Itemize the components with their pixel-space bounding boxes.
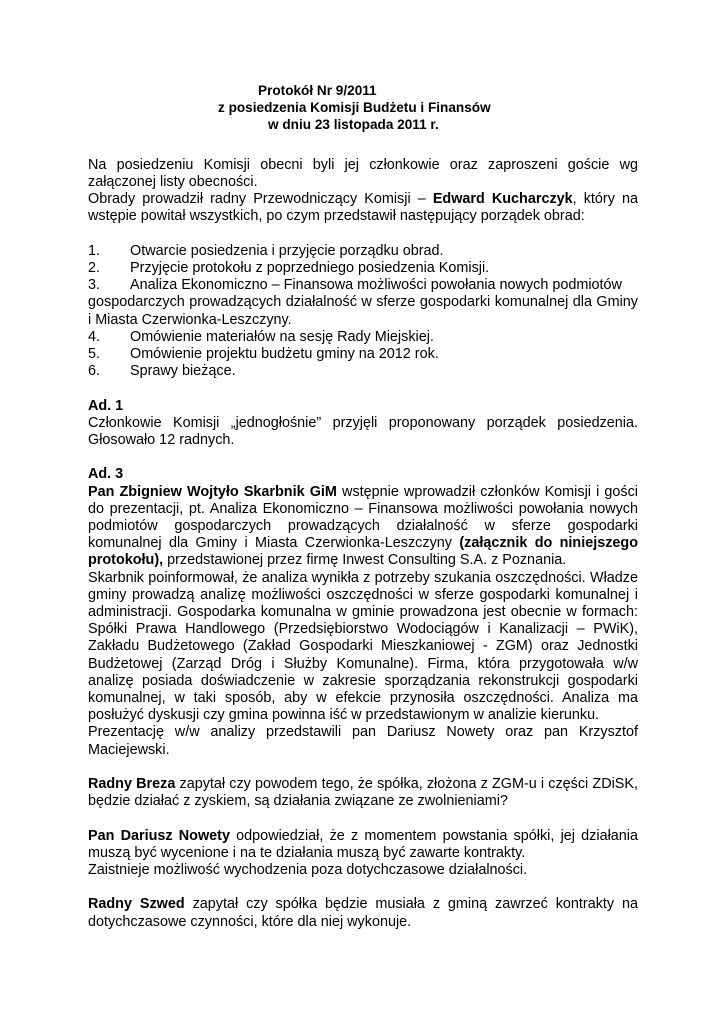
speaker-name: Pan Zbigniew Wojtyło Skarbnik GiM <box>88 483 337 500</box>
attachment-note: (załącznik do niniejszego protokołu), <box>88 535 639 569</box>
ad3-treasurer-info: Skarbnik poinformował, że analiza wynikła z potrzeby szukania oszczędności. Władze gminy prowadzą analizę możliwości oszczędności w sferze gospodarki komunalnej i administracji. Gospodarka komunalna w gminie prowadzona jest obecnie w formach: Spółki Prawa Handlowego (Przedsiębiorstwo Wodociągów i Kanalizacji – PWiK), Zakładu Budżetowego (Zakład Gospodarki Mieszkaniowej - ZGM) oraz Jednostki Budżetowej (Zarząd Dróg i Służby Komunalne). Firma, która przygotowała w/w analizę posiada doświadczenie w zakresie sporządzania rekonstrukcji gospodarki komunalnej, w taki sposób, aby w efekcie przynosiła oszczędności. Analiza ma posłużyć dyskusji czy gmina powinna iść w przedstawionym w analizie kierunku. <box>88 569 638 724</box>
document-page <box>88 82 638 931</box>
agenda-item-continuation: gospodarczych prowadzących działalność w sferze gospodarki komunalnej dla Gminy i Miasta Czerwionka-Leszczyny. <box>88 294 638 328</box>
agenda-item: 6. Sprawy bieżące. <box>88 363 236 380</box>
document-header <box>88 82 638 134</box>
agenda-list <box>88 243 638 381</box>
ad3-heading: Ad. 3 <box>88 466 124 483</box>
agenda-item: 2. Przyjęcie protokołu z poprzedniego posiedzenia Komisji. <box>88 260 490 276</box>
discussion-answer-extra: Zaistnieje możliwość wychodzenia poza dotychczasowe działalności. <box>88 862 528 879</box>
agenda-item: 5. Omówienie projektu budżetu gminy na 2012 rok. <box>88 346 439 363</box>
discussion-question: Radny Szwed zapytał czy spółka będzie musiała z gminą zawrzeć kontrakty na dotychczasowe czynności, które dla niej wykonuje. <box>88 896 638 930</box>
ad1-heading: Ad. 1 <box>88 397 124 414</box>
discussion-answer: Pan Dariusz Nowety odpowiedział, że z momentem powstania spółki, jej działania muszą być wycenione i na te działania muszą być zawarte kontrakty. <box>88 827 638 861</box>
ad3-presenters: Prezentację w/w analizy przedstawili pan Dariusz Nowety oraz pan Krzysztof Maciejewski. <box>88 724 638 758</box>
protocol-title: Protokół Nr 9/2011 <box>258 83 377 98</box>
intro-attendance: Na posiedzeniu Komisji obecni byli jej członkowie oraz zaproszeni goście wg załączonej listy obecności. <box>88 156 638 190</box>
ad3-intro: Pan Zbigniew Wojtyło Skarbnik GiM wstępnie wprowadził członków Komisji i gości do prezentacji, pt. Analiza Ekonomiczno – Finansowa możliwości powołania nowych podmiotów gospodarczych prowadzących działalność w sferze gospodarki komunalnej dla Gminy i Miasta Czerwionka-Leszczyny (załącznik do niniejszego protokołu), przedstawionej przez firmę Inwest Consulting S.A. z Poznania. <box>88 483 639 569</box>
protocol-subtitle: z posiedzenia Komisji Budżetu i Finansów <box>218 100 491 116</box>
agenda-item: 4. Omówienie materiałów na sesję Rady Miejskiej. <box>88 328 434 345</box>
intro-chair: Obrady prowadził radny Przewodniczący Komisji – Edward Kucharczyk, który na wstępie powitał wszystkich, po czym przedstawił następujący porządek obrad: <box>88 191 639 225</box>
agenda-item: 3. Analiza Ekonomiczno – Finansowa możliwości powołania nowych podmiotów <box>88 277 622 294</box>
speaker-name: Radny Szwed <box>88 896 185 913</box>
chair-name: Edward Kucharczyk <box>432 191 573 208</box>
ad1-text: Członkowie Komisji „jednogłośnie” przyjęli proponowany porządek posiedzenia. Głosowało 12 radnych. <box>88 414 638 449</box>
speaker-name: Radny Breza <box>88 776 176 793</box>
discussion-question: Radny Breza zapytał czy powodem tego, że spółka, złożona z ZGM-u i części ZDiSK, będzie działać z zyskiem, są działania związane ze zwolnieniami? <box>88 776 638 810</box>
protocol-date: w dniu 23 listopada 2011 r. <box>268 117 439 133</box>
agenda-item: 1. Otwarcie posiedzenia i przyjęcie porządku obrad. <box>88 242 444 259</box>
speaker-name: Pan Dariusz Nowety <box>88 827 230 844</box>
